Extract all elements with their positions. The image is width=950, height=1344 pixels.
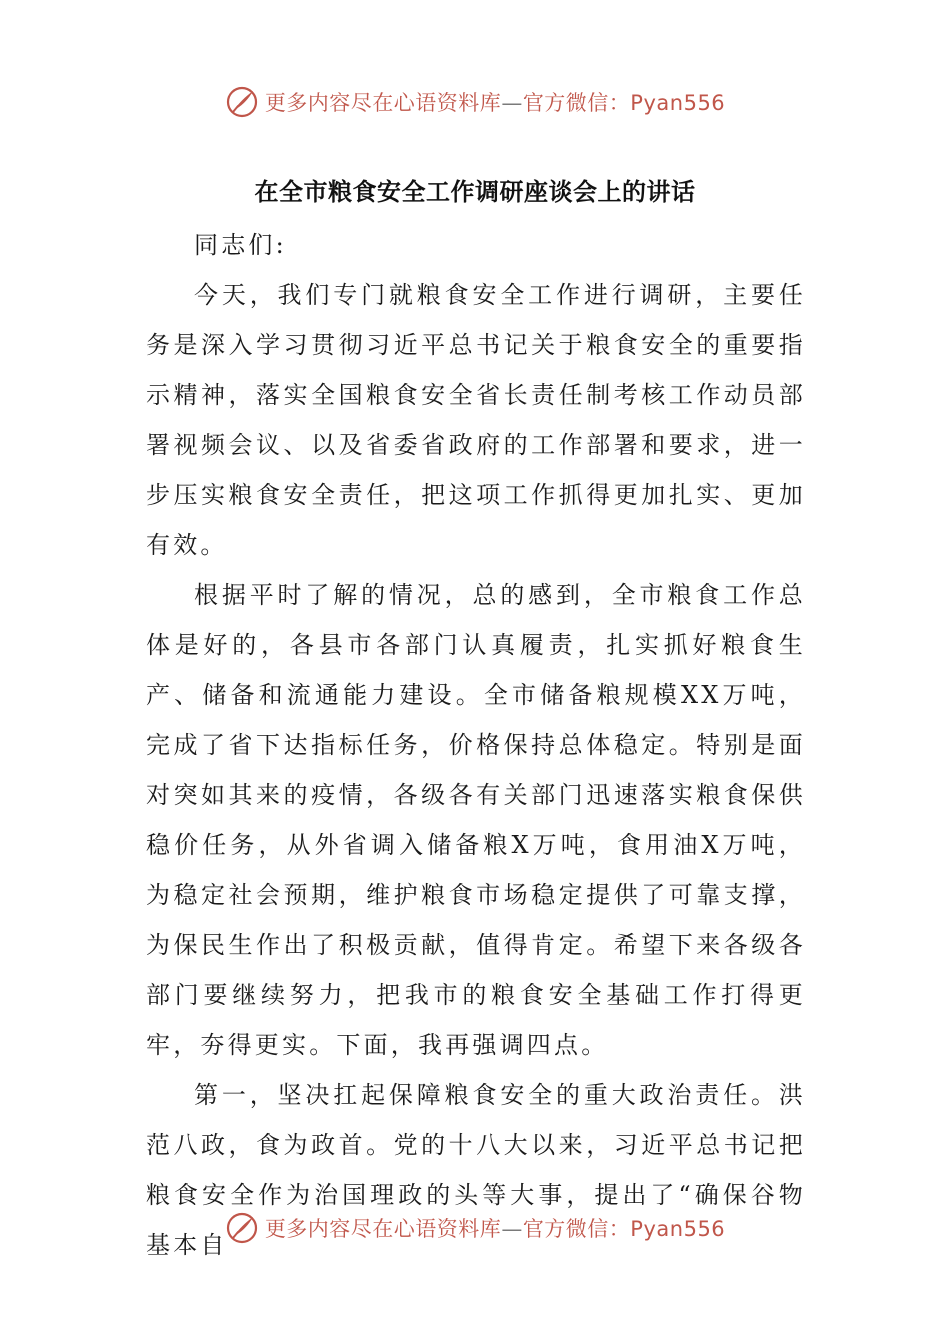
- watermark-wechat-text: 官方微信：Pyan556: [522, 91, 726, 115]
- paragraph-2: 根据平时了解的情况，总的感到，全市粮食工作总体是好的，各县市各部门认真履责，扎实抓好粮食生产、储备和流通能力建设。全市储备粮规模XX万吨，完成了省下达指标任务，价格保持总体稳定。特别是面对突如其来的疫情，各级各有关部门迅速落实粮食保供稳价任务，从外省调入储备粮X万吨，食用油X万吨，为稳定社会预期，维护粮食市场稳定提供了可靠支撑，为保民生作出了积极贡献，值得肯定。希望下来各级各部门要继续努力，把我市的粮食安全基础工作打得更牢，夯得更实。下面，我再强调四点。: [146, 581, 806, 1059]
- watermark-text: [265, 87, 725, 117]
- quill-logo-icon: [225, 85, 259, 119]
- watermark-site-text: 更多内容尽在心语资料库: [264, 91, 502, 115]
- quill-logo-icon: [225, 1211, 259, 1245]
- watermark-wechat-text: 官方微信：Pyan556: [522, 1217, 726, 1241]
- watermark-separator: —: [501, 1217, 523, 1241]
- header-watermark-banner: [0, 82, 950, 122]
- document-title: 在全市粮食安全工作调研座谈会上的讲话: [254, 178, 696, 206]
- paragraph-3: 第一，坚决扛起保障粮食安全的重大政治责任。洪范八政，食为政首。党的十八大以来，习近平总书记把粮食安全作为治国理政的头等大事，提出了“确保谷物基本自: [146, 1081, 806, 1259]
- watermark-text: [265, 1213, 725, 1243]
- watermark-separator: —: [501, 91, 523, 115]
- footer-watermark-banner: [0, 1208, 950, 1248]
- watermark-site-text: 更多内容尽在心语资料库: [264, 1217, 502, 1241]
- salutation: 同志们:: [194, 231, 287, 259]
- document-body: [146, 220, 806, 1270]
- paragraph-1: 今天，我们专门就粮食安全工作进行调研，主要任务是深入学习贯彻习近平总书记关于粮食安全的重要指示精神，落实全国粮食安全省长责任制考核工作动员部署视频会议、以及省委省政府的工作部署和要求，进一步压实粮食安全责任，把这项工作抓得更加扎实、更加有效。: [146, 281, 806, 559]
